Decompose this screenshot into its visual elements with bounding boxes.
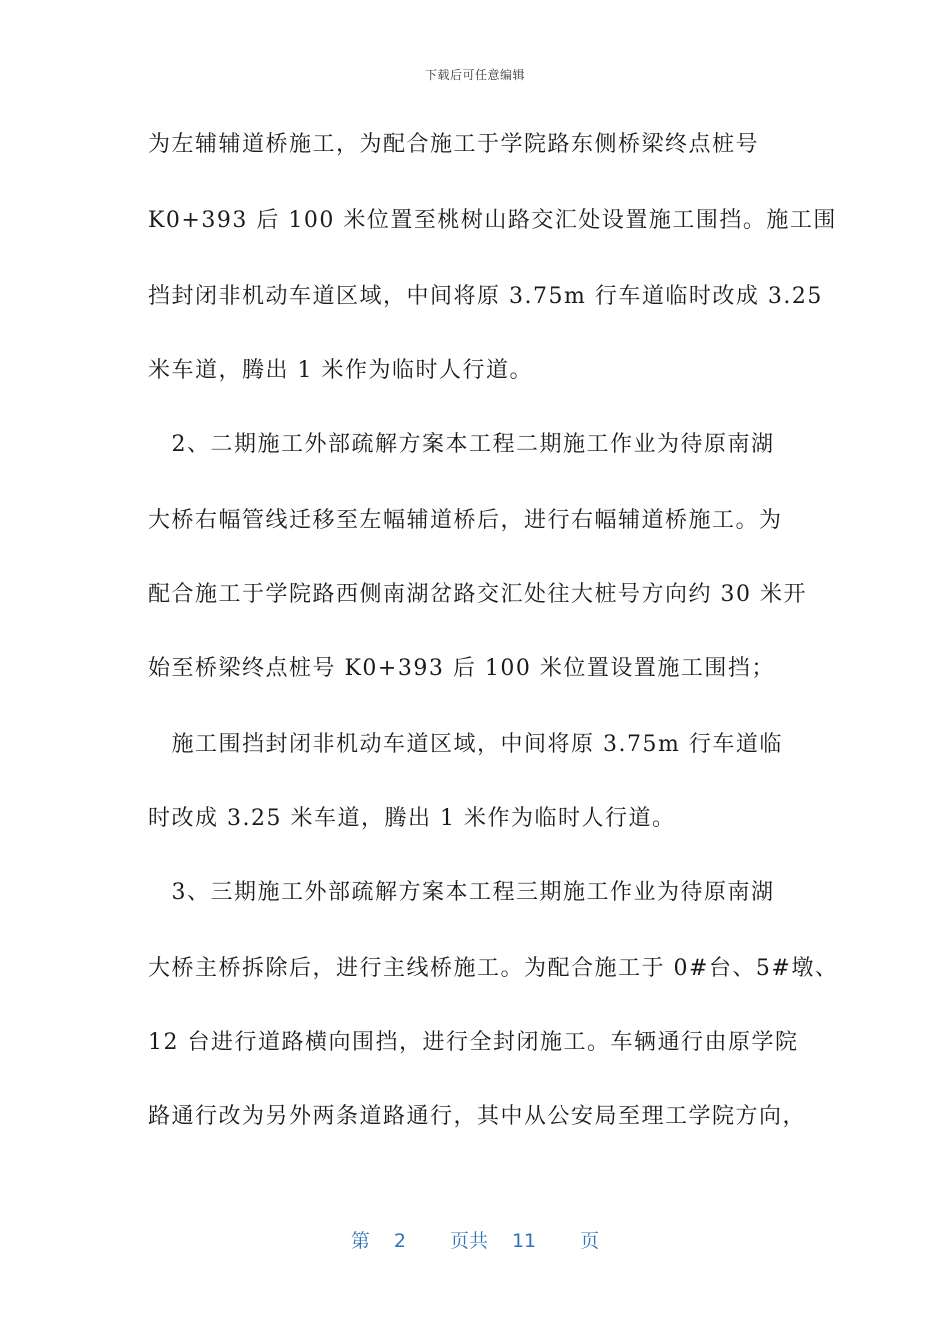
- text-line: 施工围挡封闭非机动车道区域，中间将原 3.75m 行车道临: [148, 732, 783, 757]
- footer-total-pages: 11: [511, 1230, 537, 1252]
- text-line: 米车道，腾出 1 米作为临时人行道。: [148, 358, 533, 383]
- text-line: 时改成 3.25 米车道，腾出 1 米作为临时人行道。: [148, 806, 676, 831]
- text-line: K0+393 后 100 米位置至桃树山路交汇处设置施工围挡。施工围: [148, 208, 837, 233]
- text-line: 2、二期施工外部疏解方案本工程二期施工作业为待原南湖: [148, 432, 775, 457]
- text-line: 始至桥梁终点桩号 K0+393 后 100 米位置设置施工围挡；: [148, 656, 775, 681]
- text-line: 为左辅辅道桥施工，为配合施工于学院路东侧桥梁终点桩号: [148, 132, 760, 157]
- text-line: 3、三期施工外部疏解方案本工程三期施工作业为待原南湖: [148, 880, 775, 905]
- text-line: 路通行改为另外两条道路通行，其中从公安局至理工学院方向，: [148, 1104, 807, 1129]
- text-line: 配合施工于学院路西侧南湖岔路交汇处往大桩号方向约 30 米开: [148, 582, 807, 607]
- text-line: 大桥右幅管线迁移至左幅辅道桥后，进行右幅辅道桥施工。为: [148, 508, 783, 533]
- footer-prefix: 第: [350, 1230, 370, 1252]
- footer-page-number: 2: [393, 1230, 406, 1252]
- footer-suffix: 页: [580, 1230, 600, 1252]
- footer-middle: 页共: [449, 1230, 488, 1252]
- text-line: 大桥主桥拆除后，进行主线桥施工。为配合施工于 0#台、5#墩、: [148, 956, 839, 981]
- page-header-note: 下载后可任意编辑: [424, 68, 525, 82]
- page-footer: [0, 1226, 950, 1253]
- text-line: 12 台进行道路横向围挡，进行全封闭施工。车辆通行由原学院: [148, 1030, 799, 1055]
- text-line: 挡封闭非机动车道区域，中间将原 3.75m 行车道临时改成 3.25: [148, 284, 823, 309]
